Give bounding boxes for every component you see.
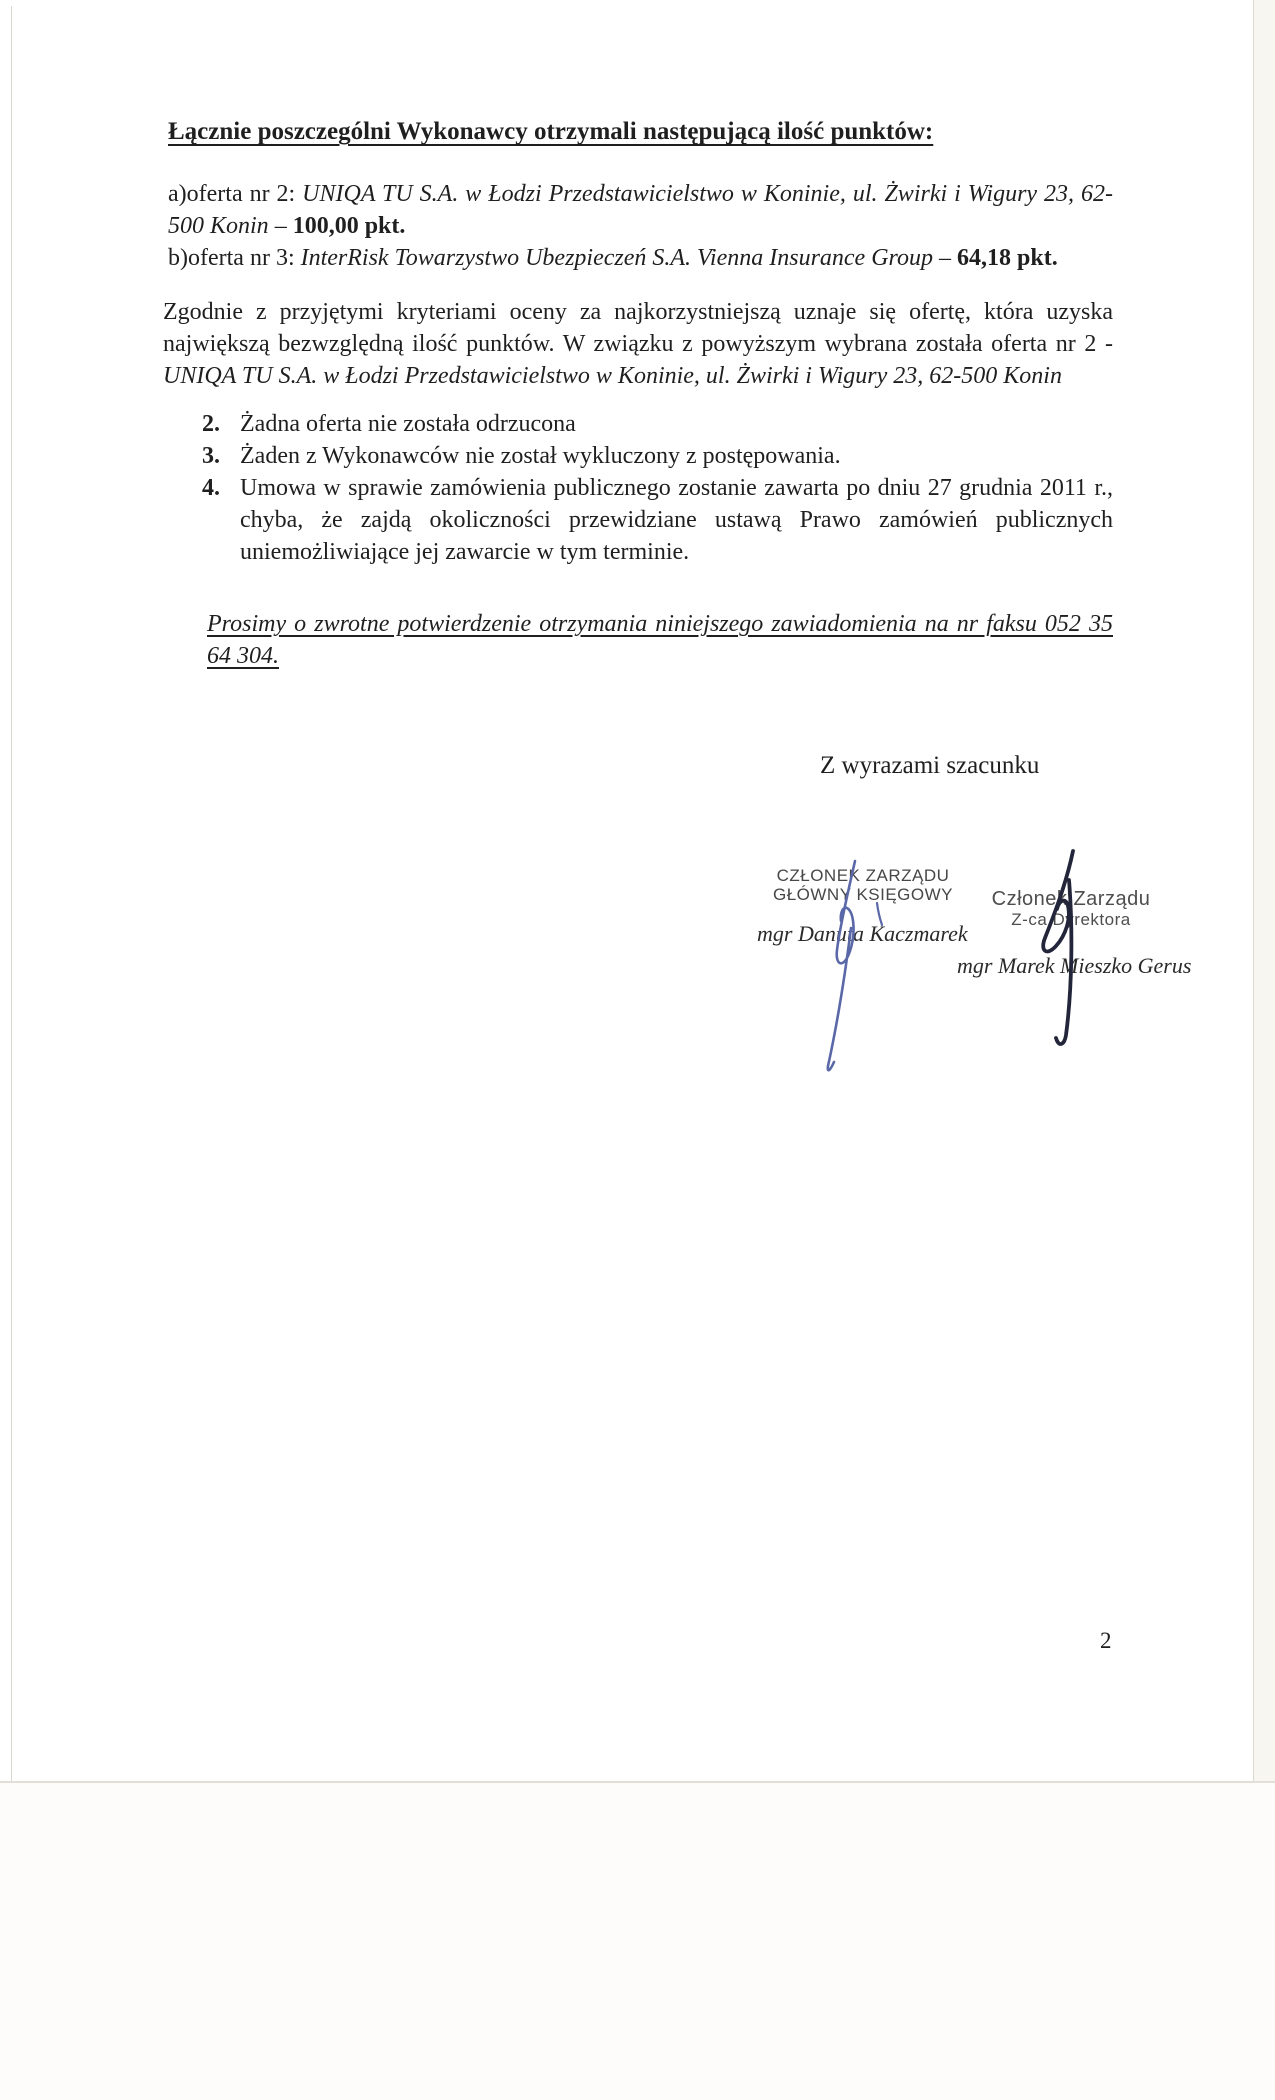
list-item-number: 3.	[202, 443, 220, 469]
scan-margin-right	[1254, 0, 1275, 1782]
decision-text: Zgodnie z przyjętymi kryteriami oceny za najkorzystniejszą uznaje się ofertę, która uzyska największą bezwzględną ilość punktów. W związku z powyższym wybrana została oferta nr 2	[163, 299, 1113, 357]
offer-b-company: InterRisk Towarzystwo Ubezpieczeń S.A. Vienna Insurance Group	[300, 245, 933, 271]
offer-a-points: 100,00 pkt.	[292, 213, 406, 239]
offer-results	[168, 178, 1113, 274]
stamp-title-line: Członek Zarządu	[991, 888, 1151, 910]
offer-a-prefix: a)oferta nr 2:	[168, 181, 303, 207]
page-number: 2	[1100, 1628, 1112, 1653]
offer-a-company: UNIQA TU S.A. w Łodzi Przedstawicielstwo w Koninie, ul. Żwirki i Wigury 23, 62-500 Konin	[168, 181, 1113, 239]
offer-b-prefix: b)oferta nr 3:	[168, 245, 301, 271]
signature-block-right-titles	[971, 888, 1171, 929]
list-item	[168, 472, 1113, 568]
list-item	[168, 440, 1113, 472]
list-item-text: Żadna oferta nie została odrzucona	[240, 411, 576, 437]
list-item-text: Żaden z Wykonawców nie został wykluczony z postępowania.	[240, 443, 841, 469]
offer-b-separator: –	[933, 245, 957, 271]
decision-paragraph	[163, 296, 1113, 392]
scan-page-edge-left	[11, 6, 12, 1782]
stamp-title-line: CZŁONEK ZARZĄDU	[776, 866, 950, 885]
selected-offer-company: - UNIQA TU S.A. w Łodzi Przedstawicielstwo w Koninie, ul. Żwirki i Wigury 23, 62-500 Konin	[163, 331, 1113, 389]
list-item	[168, 408, 1113, 440]
stamp-title-line: GŁÓWNY KSIĘGOWY	[772, 885, 954, 904]
signature-block-left-titles	[768, 866, 958, 904]
notice-numbered-list	[168, 408, 1113, 568]
scan-page-edge-right	[1253, 0, 1254, 1782]
closing-salutation: Z wyrazami szacunku	[820, 752, 1040, 779]
signatory-name-left: mgr Danuta Kaczmarek	[757, 921, 968, 946]
offer-b-points: 64,18 pkt.	[957, 245, 1058, 271]
fax-confirmation-note: Prosimy o zwrotne potwierdzenie otrzymania niniejszego zawiadomienia na nr faksu 052 35 64 304.	[207, 611, 1113, 669]
scan-margin-bottom	[0, 1783, 1275, 2100]
signatory-name-right: mgr Marek Mieszko Gerus	[957, 953, 1192, 978]
list-item-text: Umowa w sprawie zamówienia publicznego zostanie zawarta po dniu 27 grudnia 2011 r., chyba, że zajdą okoliczności przewidziane ustawą Prawo zamówień publicznych uniemożliwiające jej zawarcie w tym terminie.	[240, 475, 1113, 565]
offer-a-separator: –	[268, 213, 293, 239]
list-item-number: 2.	[202, 411, 220, 437]
list-item-number: 4.	[202, 475, 220, 501]
signature-ink-right	[1043, 851, 1073, 1044]
points-summary-heading: Łącznie poszczególni Wykonawcy otrzymali następującą ilość punktów:	[168, 118, 934, 145]
stamp-title-line: Z-ca Dyrektora	[1011, 910, 1131, 929]
